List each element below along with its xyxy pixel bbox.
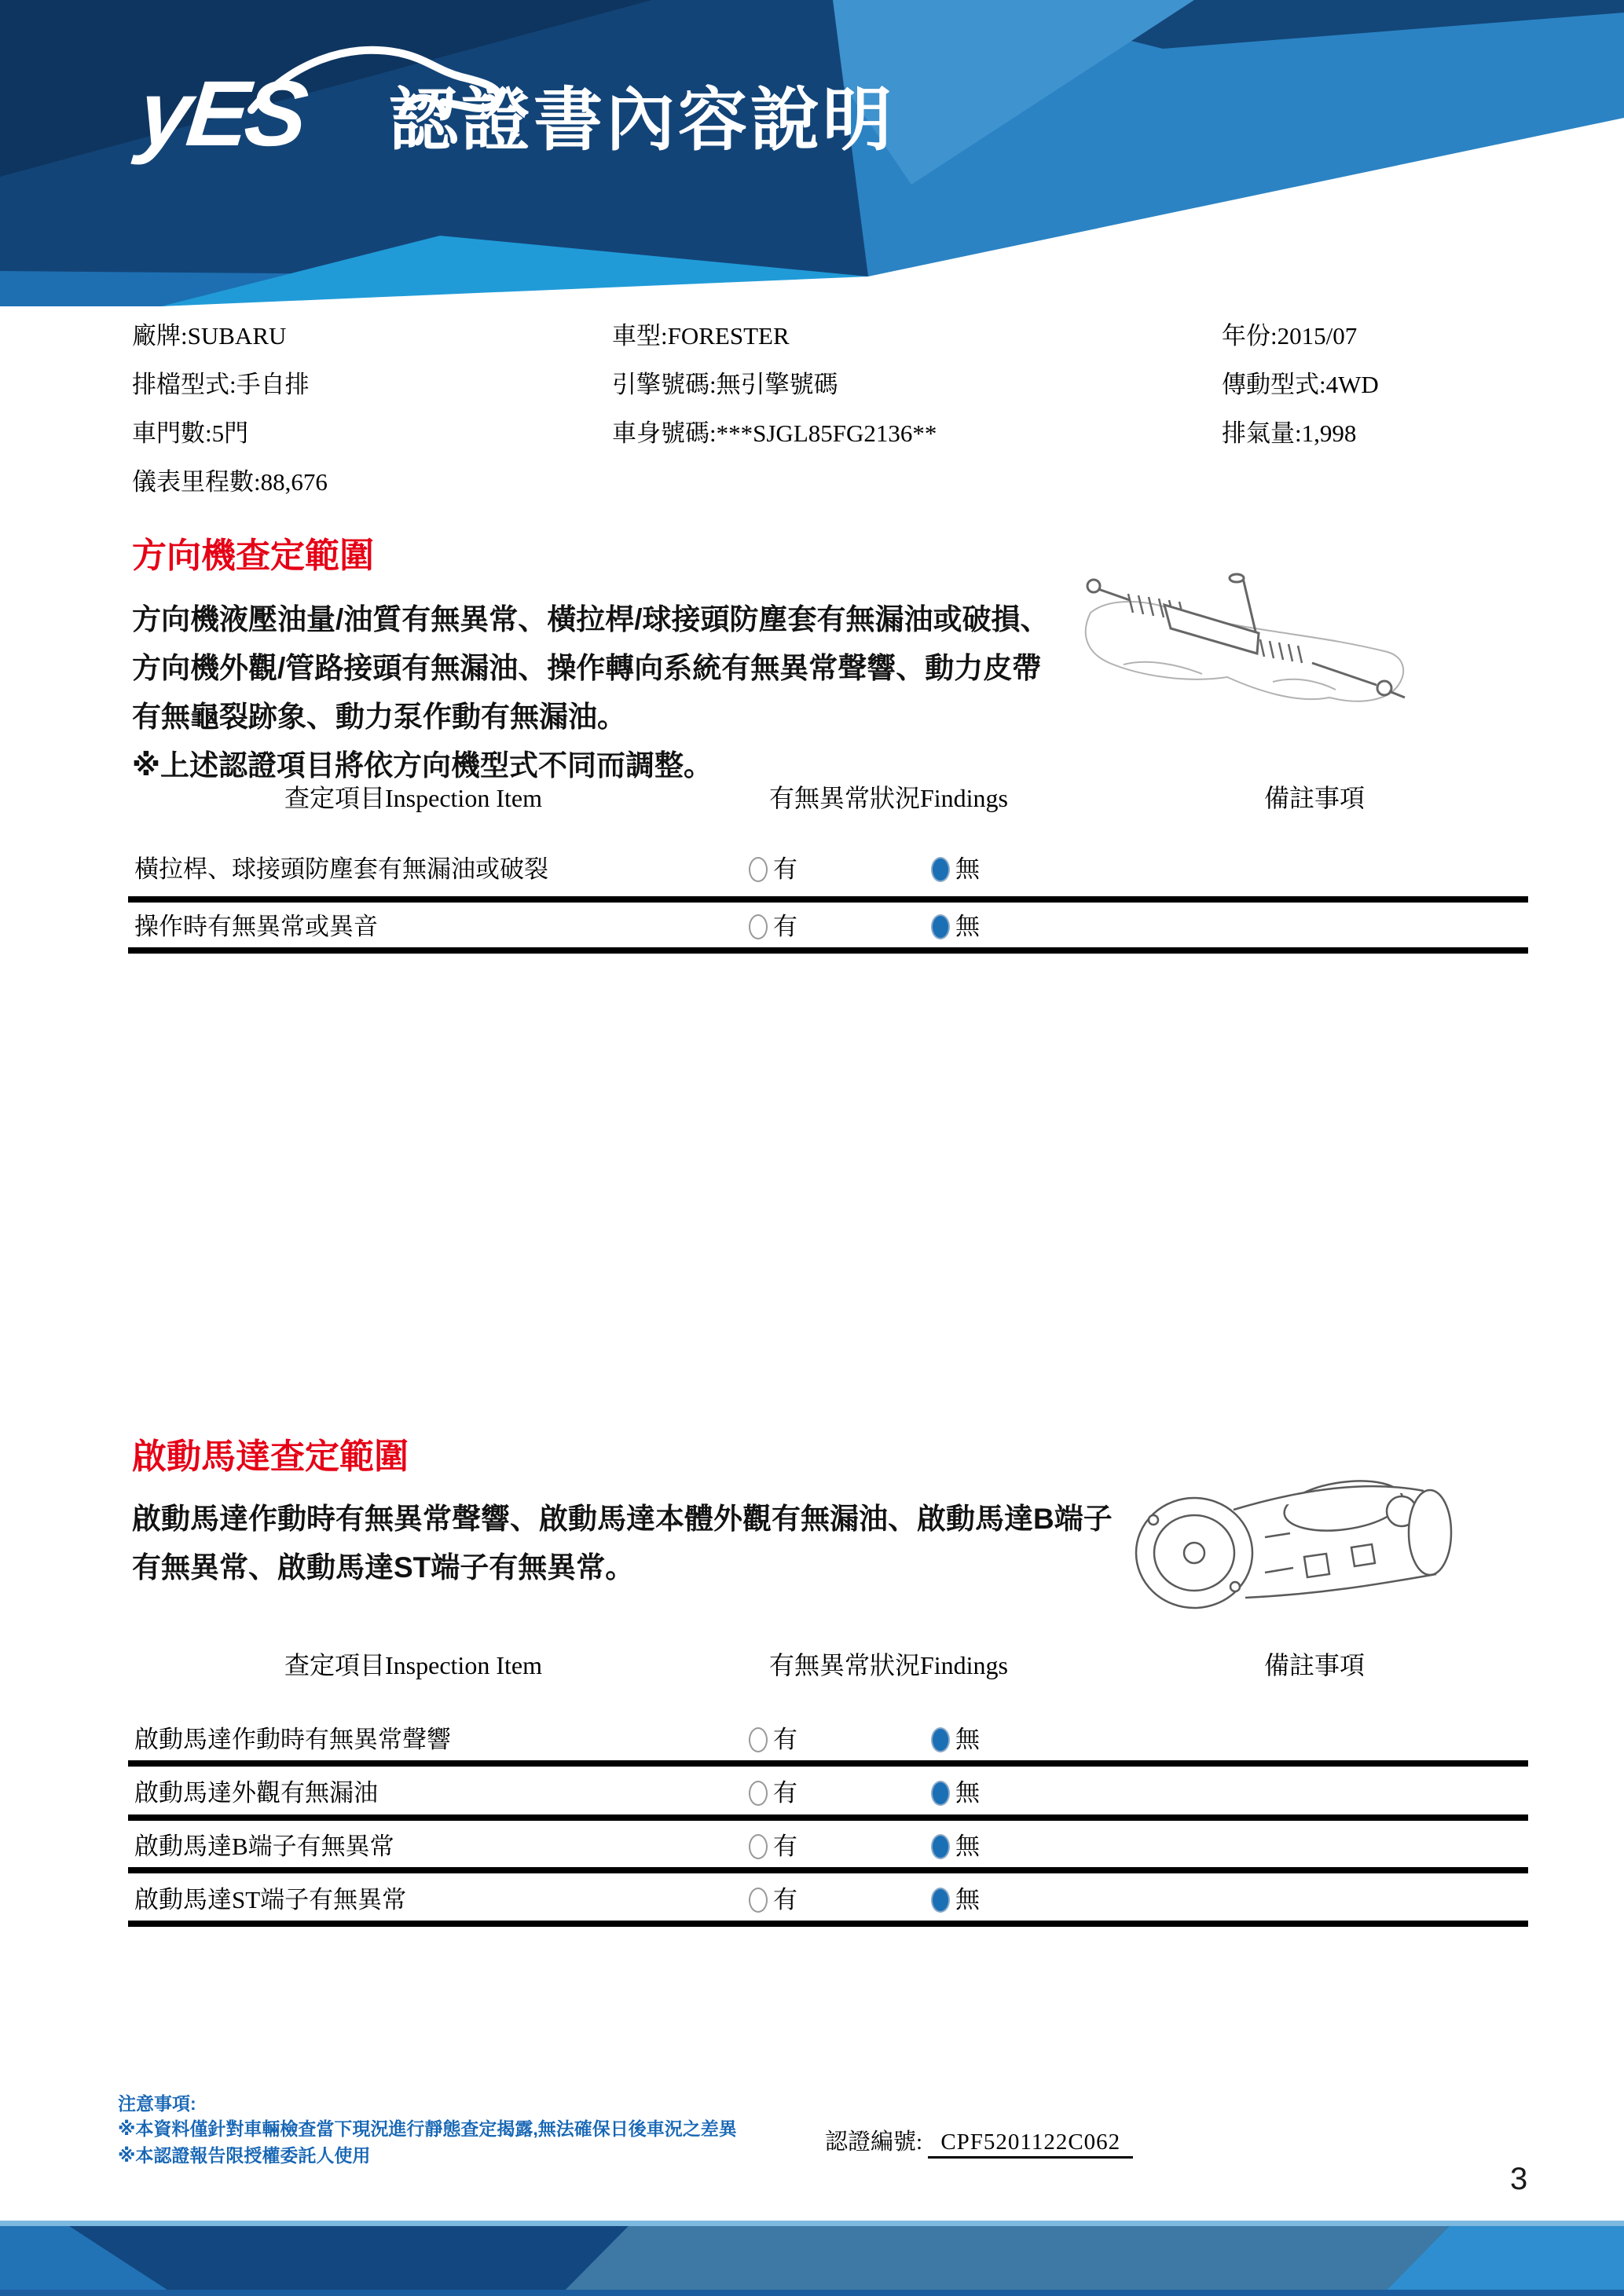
radio-no-selected[interactable] [931,914,950,939]
steering-rack-image [1076,564,1430,737]
table-divider [128,947,1528,954]
certificate-number [825,2127,1133,2157]
note-line: ※本資料僅針對車輛檢查當下現況進行靜態查定揭露,無法確保日後車況之差異 [118,2118,737,2139]
finding-option-yes: 有 [749,1827,797,1866]
finding-option-no: 無 [931,1827,980,1866]
info-brand: 廠牌:SUBARU [132,322,287,350]
finding-option-no: 無 [931,907,980,947]
table-divider [128,1867,1528,1873]
finding-option-yes: 有 [749,850,797,889]
finding-option-yes: 有 [749,1774,797,1813]
radio-yes-unselected[interactable] [749,1834,768,1859]
finding-option-no: 無 [931,1774,980,1813]
col-header-inspection-item: 查定項目Inspection Item [284,1651,542,1679]
notes-title: 注意事項: [118,2093,196,2114]
finding-option-yes: 有 [749,1720,797,1760]
info-transmission-type: 排檔型式:手自排 [132,371,310,398]
radio-yes-unselected[interactable] [749,914,768,939]
table-divider [128,1921,1528,1927]
starter-section-title: 啟動馬達查定範圍 [132,1437,409,1476]
col-header-findings: 有無異常狀況Findings [768,784,1009,812]
col-header-remarks: 備註事項 [1263,1651,1366,1679]
finding-option-yes: 有 [749,907,797,947]
info-vin: 車身號碼:***SJGL85FG2136** [612,419,937,447]
radio-yes-unselected[interactable] [749,1727,768,1752]
radio-no-selected[interactable] [931,1834,950,1859]
finding-option-yes: 有 [749,1880,797,1920]
table-divider [128,896,1528,903]
info-engine-number: 引擎號碼:無引擎號碼 [612,371,838,398]
info-odometer: 儀表里程數:88,676 [132,468,328,496]
radio-no-selected[interactable] [931,1888,950,1913]
page-title: 認證書內容說明 [389,81,896,159]
radio-no-selected[interactable] [931,1781,950,1806]
col-header-findings: 有無異常狀況Findings [768,1651,1009,1679]
radio-yes-unselected[interactable] [749,857,768,882]
certificate-number-value: CPF5201122C062 [928,2129,1133,2159]
radio-no-selected[interactable] [931,857,950,882]
col-header-inspection-item: 查定項目Inspection Item [284,784,542,812]
page-number: 3 [1510,2162,1528,2196]
table-divider [128,1760,1528,1767]
footer-banner-graphic [0,2221,1624,2296]
starter-motor-image [1108,1463,1501,1620]
certificate-page: yES 認證書內容說明 廠牌:SUBARU 排檔型式:手自排 車門數:5門 儀表里程數:88,676 車型:FORESTER 引擎號碼:無引擎號碼 車身號碼:***SJGL85FG2136** 年份:2015/07 傳動型式:4WD 排氣量:1,998 方向機查定範圍 方向機液壓油量/油質有無異常、橫拉桿/球接頭防塵套有無漏油或破損、 方向機外觀/管路接頭有無漏油、操作轉向系統有無異常聲響、動力皮帶 有無龜裂跡象、動力泵作動有無漏油。 ※上述認證項目將依方向機型式不同而調整。 查定項目Inspection Item 有無異常狀況Findings 備註事項 橫拉桿、球接頭防塵套有無漏油或破裂 有 無 操作時有無異常或異音 有 無 啟動馬達查定範圍 啟動馬達作動時有無異常聲響、啟動馬達本體外觀有無漏油、啟動馬達B端子 有無異常、啟動馬達ST端子有無異常。 查定項目Inspection Item 有無異常狀況Findings 備註事項 啟動馬達作動時有無異常聲響 有 無 啟動馬達外觀有無漏油 有 無 啟動馬達B端子有無異常 有 無 啟動馬達ST端子有無異常 有 無 注意事項: ※本資料僅針對車輛檢查當下現況進行靜態查定揭露,無法確保日後車況之差異 ※本認證報告限授權委託人使用 認證編號: CPF5201122C062 3 [0,0,1624,2296]
info-year: 年份:2015/07 [1222,322,1358,350]
finding-option-no: 無 [931,1720,980,1760]
table-divider [128,1814,1528,1821]
info-displacement: 排氣量:1,998 [1222,419,1357,447]
finding-option-no: 無 [931,1880,980,1920]
finding-option-no: 無 [931,850,980,889]
info-drivetrain: 傳動型式:4WD [1222,371,1379,398]
starter-section-description: 啟動馬達作動時有無異常聲響、啟動馬達本體外觀有無漏油、啟動馬達B端子 有無異常、啟動馬達ST端子有無異常。 [132,1503,1113,1584]
radio-yes-unselected[interactable] [749,1781,768,1806]
note-line: ※本認證報告限授權委託人使用 [118,2145,371,2166]
radio-yes-unselected[interactable] [749,1888,768,1913]
certificate-number-label: 認證編號: [825,2129,923,2155]
radio-no-selected[interactable] [931,1727,950,1752]
steering-section-description: 方向機液壓油量/油質有無異常、橫拉桿/球接頭防塵套有無漏油或破損、 方向機外觀/管路接頭有無漏油、操作轉向系統有無異常聲響、動力皮帶 有無龜裂跡象、動力泵作動有無漏油。 ※上述認證項目將依方向機型式不同而調整。 [132,603,1050,782]
info-doors: 車門數:5門 [132,419,249,447]
steering-section-title: 方向機查定範圍 [132,536,374,575]
yes-logo: yES [134,62,309,166]
col-header-remarks: 備註事項 [1263,784,1366,812]
info-model: 車型:FORESTER [612,322,790,350]
